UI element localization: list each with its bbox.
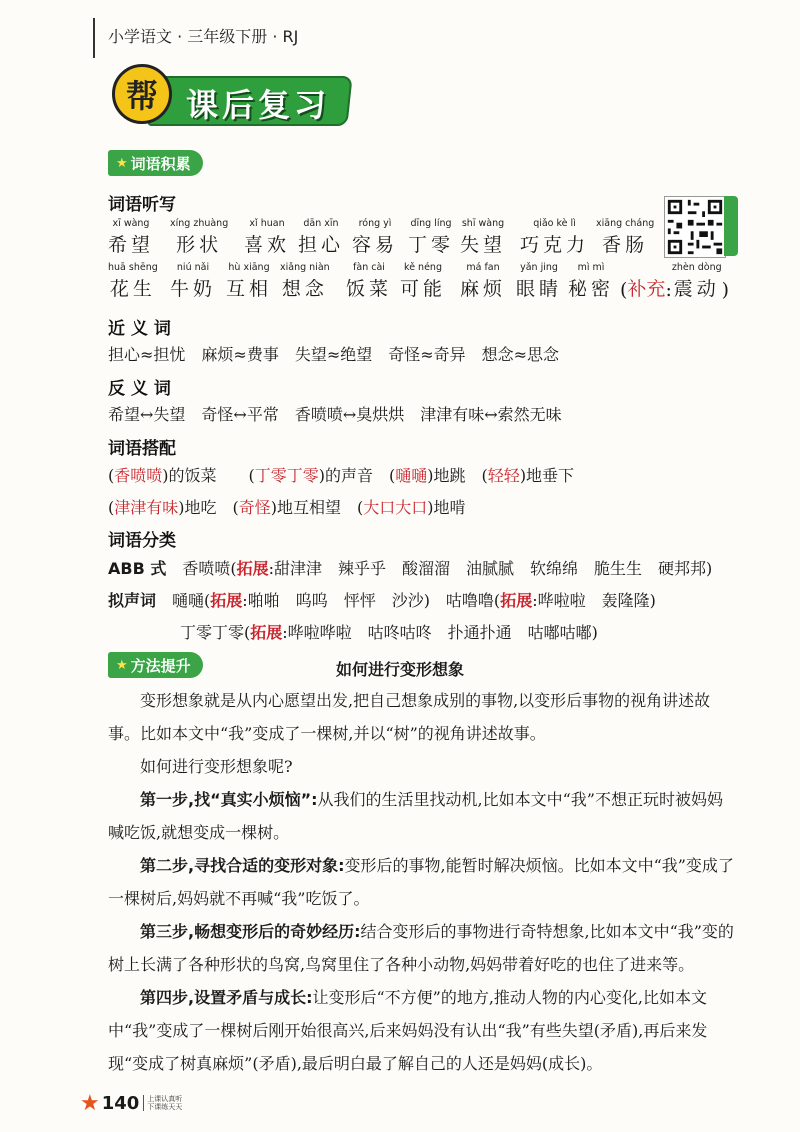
star-icon: ★ [116,155,128,171]
page-number: 140 [101,1092,140,1114]
fanyi-line: 希望↔失望 奇怪↔平常 香喷喷↔臭烘烘 津津有味↔索然无味 [108,405,562,424]
word-item: kě néng 可能 [400,262,447,300]
section-tag-vocab [108,150,203,176]
banner-title: 课后复习 [186,86,331,124]
word-item: má fan 麻烦 [460,262,507,300]
word-item: yǎn jing 眼睛 [516,262,563,300]
method-title: 如何进行变形想象 [335,660,464,679]
fenlei-ni-line-2: 丁零丁零(拓展:哗啦哗啦 咕咚咕咚 扑通扑通 咕嘟咕嘟) [180,623,598,642]
tingxie-row-1 [108,218,748,260]
label-dapei: 词语搭配 [108,439,176,459]
banner-badge: 帮 [112,64,172,124]
header-rule [93,18,95,58]
fenlei-abb-line: ABB 式 香喷喷(拓展:甜津津 辣乎乎 酸溜溜 油腻腻 软绵绵 脆生生 硬邦邦) [108,559,713,578]
word-item: niú nǎi 牛奶 [170,262,217,300]
section-tag-label: 词语积累 [130,154,191,173]
word-item: huā shēng 花生 [108,262,158,300]
word-item: xíng zhuàng 形状 [170,218,229,256]
paragraph: 变形想象就是从内心愿望出发,把自己想象成别的事物,以变形后事物的视角讲述故事。比如本文中“我”变成了一棵树,并以“树”的视角讲述故事。 [108,691,711,743]
dapei-line-1: (香喷喷)的饭菜 (丁零丁零)的声音 (嗵嗵)地跳 (轻轻)地垂下 [108,466,575,485]
tingxie-row-2 [108,262,748,304]
word-item: shī wàng 失望 [460,218,507,256]
star-icon: ★ [80,1090,100,1116]
word-item: fàn cài 饭菜 [346,262,393,300]
page-footer [80,1090,182,1116]
method-body [108,684,736,1080]
label-tingxie: 词语听写 [108,195,176,215]
fenlei-ni-line-1: 拟声词 嗵嗵(拓展:啪啪 呜呜 怦怦 沙沙) 咕噜噜(拓展:哗啦啦 轰隆隆) [108,591,656,610]
dapei-line-2: (津津有味)地吃 (奇怪)地互相望 (大口大口)地啃 [108,498,466,517]
word-item: xǐ huan 喜欢 [244,218,291,256]
word-item: hù xiāng 互相 [226,262,273,300]
word-item: dān xīn 担心 [298,218,345,256]
label-fenlei: 词语分类 [108,531,176,551]
word-item: mì mì 秘密 [568,262,615,300]
paragraph-step-2: 第二步,寻找合适的变形对象:变形后的事物,能暂时解决烦恼。比如本文中“我”变成了一棵树后,妈妈就不再喊“我”吃饭了。 [108,856,734,908]
word-item: qiǎo kè lì 巧克力 [520,218,590,256]
word-item: xiǎng niàn 想念 [280,262,330,300]
word-item: dīng líng 丁零 [408,218,455,256]
section-banner [112,64,348,126]
word-item: xī wàng 希望 [108,218,155,256]
footer-tag: 上课认真听 下课练天天 [143,1095,182,1111]
paragraph-step-3: 第三步,畅想变形后的奇妙经历:结合变形后的事物进行奇特想象,比如本文中“我”变的树上长满了各种形状的鸟窝,鸟窝里住了各种小动物,妈妈带着好吃的也住了进来等。 [108,922,734,974]
label-fanyi: 反 义 词 [108,379,171,399]
paragraph-step-1: 第一步,找“真实小烦恼”:从我们的生活里找动机,比如本文中“我”不想正玩时被妈妈喊吃饭,就想变成一棵树。 [108,790,723,842]
word-item: xiāng cháng 香肠 [596,218,655,256]
star-icon: ★ [116,657,128,673]
paragraph: 如何进行变形想象呢? [140,757,293,776]
label-jinyi: 近 义 词 [108,319,171,339]
word-item: róng yì 容易 [352,218,399,256]
supplement-item: ( 补充 : zhèn dòng 震动 ) [620,262,730,301]
section-tag-label: 方法提升 [130,656,191,675]
page-header: 小学语文 · 三年级下册 · RJ [108,27,299,46]
jinyi-line: 担心≈担忧 麻烦≈费事 失望≈绝望 奇怪≈奇异 想念≈思念 [108,345,560,364]
paragraph-step-4: 第四步,设置矛盾与成长:让变形后“不方便”的地方,推动人物的内心变化,比如本文中“我”变成了一棵树后刚开始很高兴,后来妈妈没有认出“我”有些失望(矛盾),再后来发现“变成了树真麻烦”(矛盾),最后明白最了解自己的人还是妈妈(成长)。 [108,988,708,1073]
